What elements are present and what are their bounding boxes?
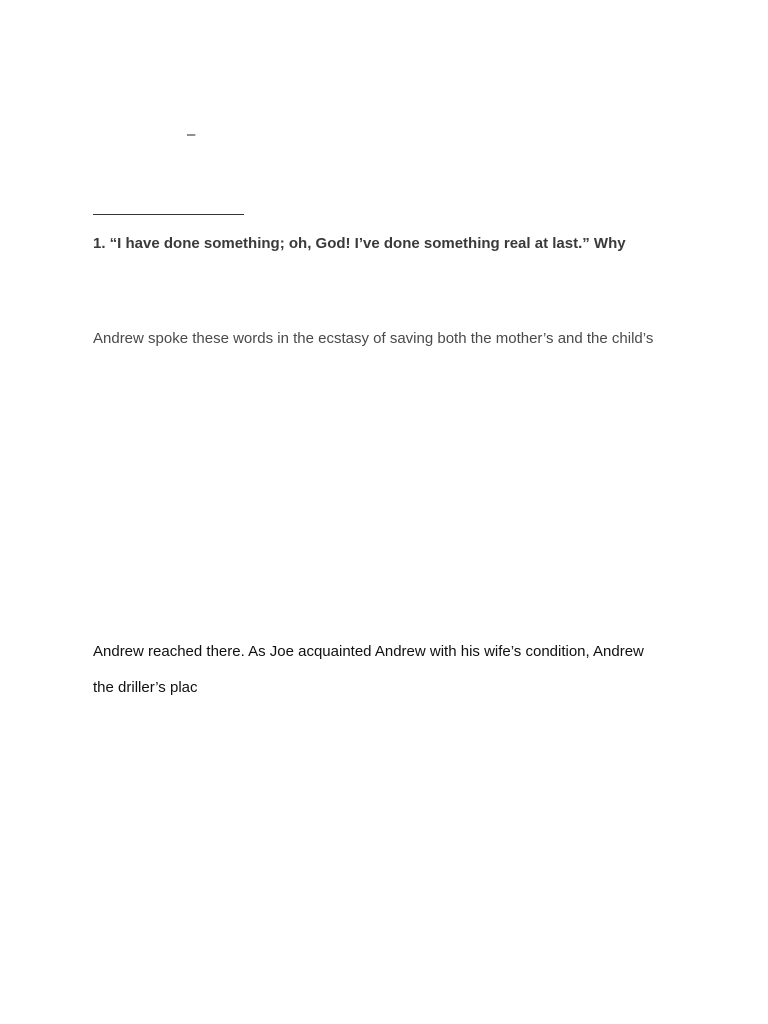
paragraph-line-1: Andrew reached there. As Joe acquainted Andrew with his wife’s condition, Andrew [93,643,644,660]
question-1-text: 1. “I have done something; oh, God! I’ve done something real at last.” Why [93,235,626,252]
dash-mark: – [187,126,196,143]
horizontal-rule [93,214,244,215]
paragraph-line-2: the driller’s plac [93,679,198,696]
answer-1-text: Andrew spoke these words in the ecstasy of saving both the mother’s and the child’s [93,330,654,347]
